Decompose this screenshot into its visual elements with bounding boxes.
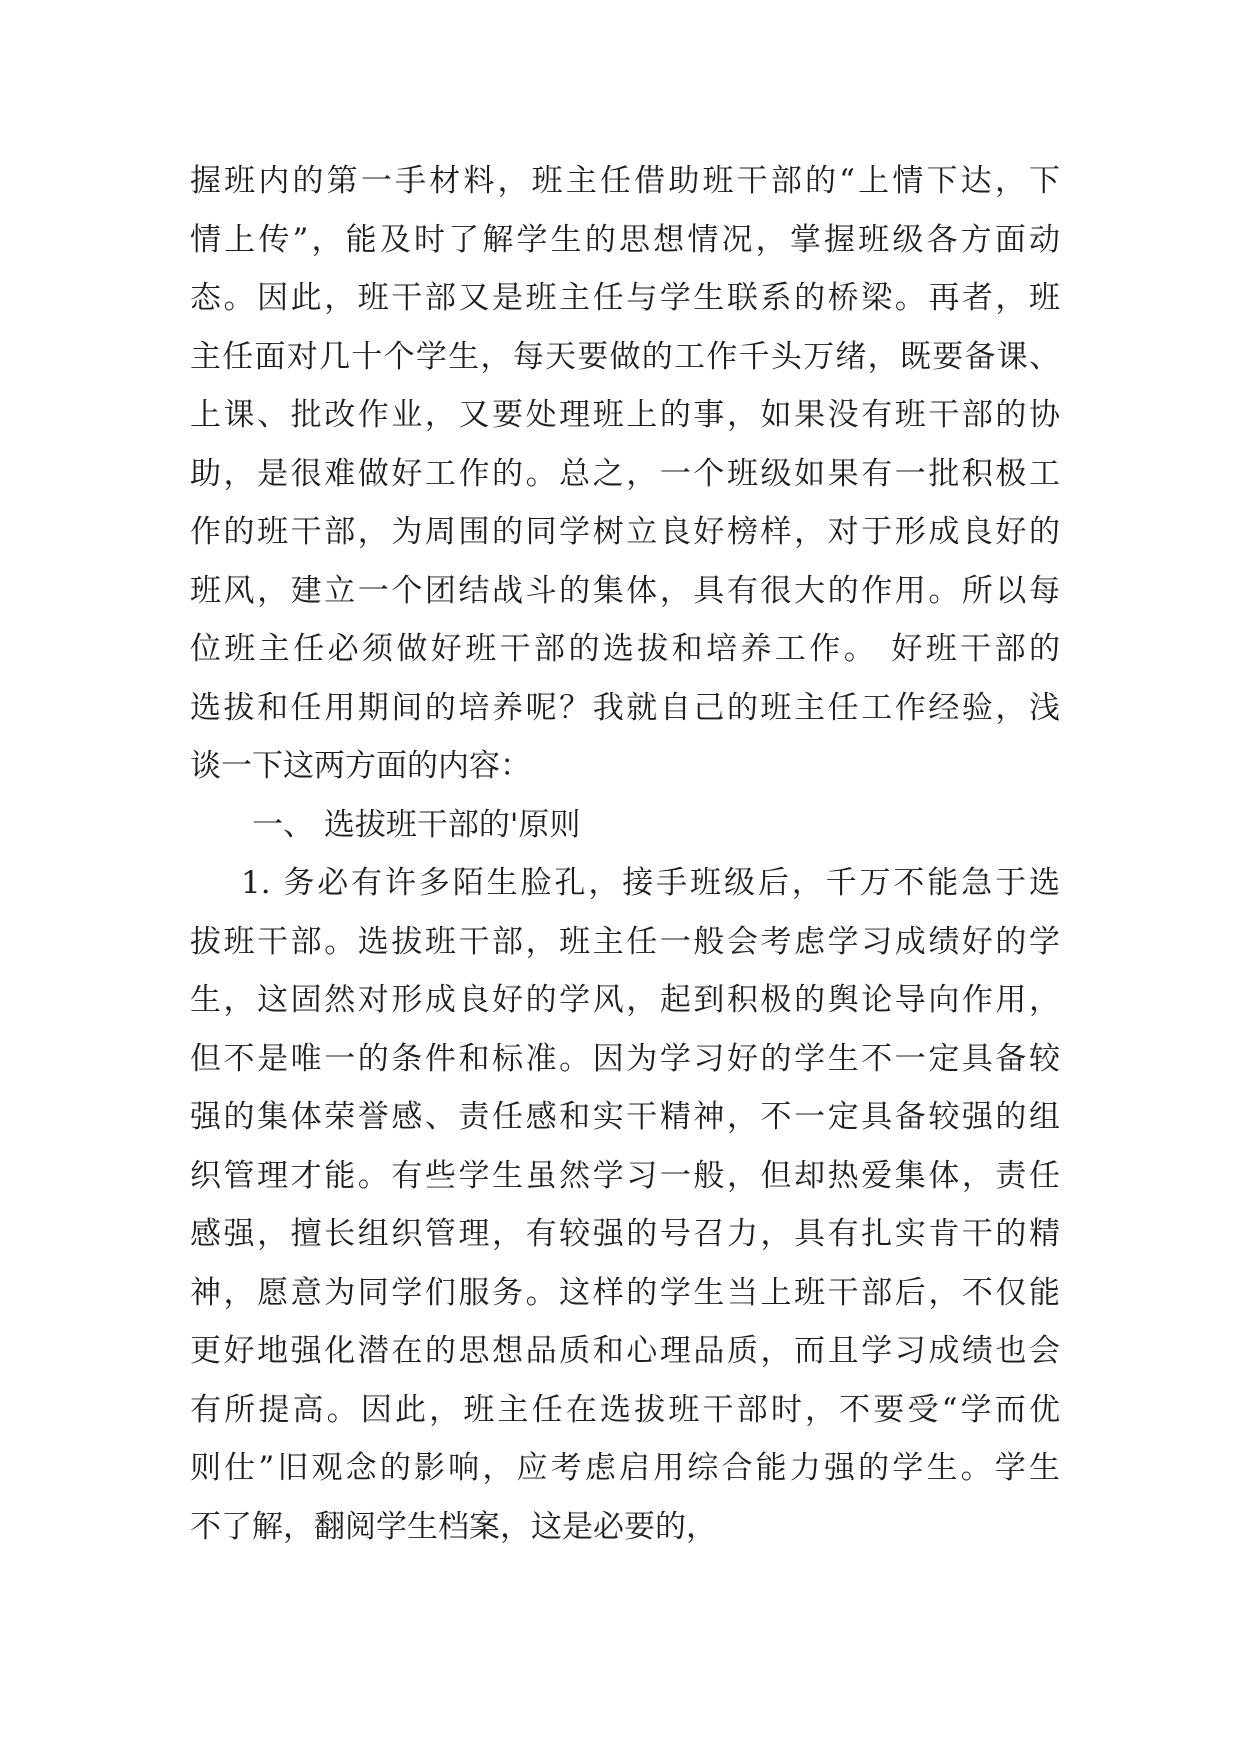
text-line: 生，这固然对形成良好的学风，起到积极的舆论导向作用， <box>190 982 1060 1018</box>
text-line: 作的班干部，为周围的同学树立良好榜样，对于形成良好的 <box>190 514 1060 550</box>
text-line: 更好地强化潜在的思想品质和心理品质，而且学习成绩也会 <box>190 1333 1060 1369</box>
text-line: 感强，擅长组织管理，有较强的号召力，具有扎实肯干的精 <box>190 1216 1060 1252</box>
text-line: 主任面对几十个学生，每天要做的工作千头万绪，既要备课、 <box>190 338 1060 375</box>
text-line: 神，愿意为同学们服务。这样的学生当上班干部后，不仅能 <box>190 1274 1060 1311</box>
text-line: 但不是唯一的条件和标准。因为学习好的学生不一定具备较 <box>190 1040 1060 1077</box>
text-line: 强的集体荣誉感、责任感和实干精神，不一定具备较强的组 <box>190 1099 1060 1135</box>
text-line: 不了解，翻阅学生档案，这是必要的， <box>190 1508 717 1545</box>
text-line: 班风，建立一个团结战斗的集体，具有很大的作用。所以每 <box>190 572 1060 609</box>
text-line: 则仕”旧观念的影响，应考虑启用综合能力强的学生。学生 <box>190 1450 1060 1486</box>
text-line: 有所提高。因此，班主任在选拔班干部时，不要受“学而优 <box>190 1391 1060 1428</box>
text-line: 拔班干部。选拔班干部，班主任一般会考虑学习成绩好的学 <box>190 923 1060 960</box>
section-heading: 一、 选拔班干部的'原则 <box>252 806 581 843</box>
text-line: 助，是很难做好工作的。总之，一个班级如果有一批积极工 <box>190 455 1060 492</box>
text-line: 织管理才能。有些学生虽然学习一般，但却热爱集体，责任 <box>190 1157 1060 1194</box>
text-line: 态。因此，班干部又是班主任与学生联系的桥梁。再者，班 <box>190 280 1060 316</box>
text-line: 上课、批改作业，又要处理班上的事，如果没有班干部的协 <box>190 397 1060 433</box>
body-text <box>190 152 1060 1556</box>
text-line: 1. 务必有许多陌生脸孔，接手班级后，千万不能急于选 <box>190 865 1060 901</box>
text-line: 位班主任必须做好班干部的选拔和培养工作。 好班干部的 <box>190 631 1060 667</box>
text-line: 情上传”，能及时了解学生的思想情况，掌握班级各方面动 <box>190 221 1060 258</box>
text-line: 选拔和任用期间的培养呢？我就自己的班主任工作经验，浅 <box>190 689 1060 726</box>
text-line: 谈一下这两方面的内容： <box>190 748 531 784</box>
text-line: 握班内的第一手材料，班主任借助班干部的“上情下达，下 <box>190 163 1060 199</box>
